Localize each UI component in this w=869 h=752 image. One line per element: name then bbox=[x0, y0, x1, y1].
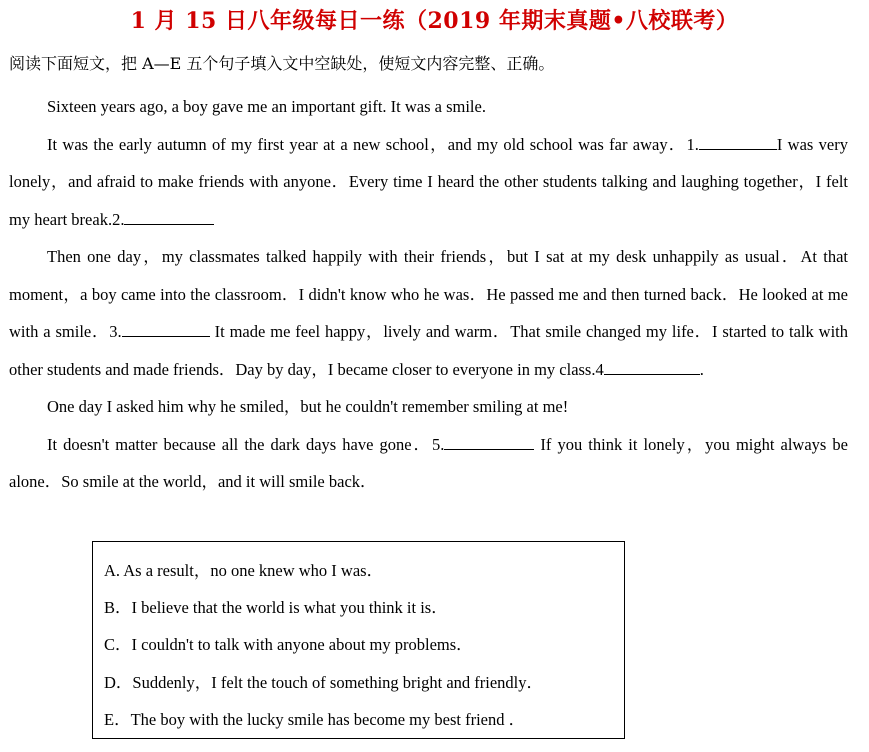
blank-1[interactable] bbox=[699, 132, 777, 150]
paragraph-5-text-a: It doesn't matter because all the dark days have gone．5. bbox=[47, 434, 445, 454]
paragraph-2-text-b: I was very lonely，and afraid to make friends with anyone．Every time I heard the other students talking and laughing together，I felt my heart break.2. bbox=[9, 134, 848, 229]
option-b: B．I believe that the world is what you think it is． bbox=[104, 598, 448, 618]
options-box bbox=[92, 541, 625, 739]
option-c: C．I couldn't to talk with anyone about my problems． bbox=[104, 635, 473, 655]
paragraph-2 bbox=[9, 126, 848, 239]
page-title: 1 月 15 日八年级每日一练（2019 年期末真题•八校联考） bbox=[130, 8, 739, 34]
passage bbox=[9, 88, 848, 501]
paragraph-4: One day I asked him why he smiled，but he couldn't remember smiling at me! bbox=[47, 397, 569, 416]
paragraph-5 bbox=[9, 426, 848, 501]
option-e: E．The boy with the lucky smile has become my best friend ． bbox=[104, 709, 526, 729]
paragraph-3-text-b: It made me feel happy，lively and warm．That smile changed my life．I started to talk with other students and made friends．Day by day，I became closer to everyone in my class.4 bbox=[9, 322, 848, 379]
paragraph-3-text-c: . bbox=[699, 359, 704, 379]
option-d: D．Suddenly，I felt the touch of something bright and friendly． bbox=[104, 672, 544, 692]
option-a: A. As a result，no one knew who I was． bbox=[104, 561, 384, 580]
paragraph-3-text-a: Then one day，my classmates talked happily with their friends，but I sat at my desk unhappily as usual．At that moment，a boy came into the classroom．I didn't know who he was．He passed me and then turned back．He looked at me with a smile．3. bbox=[9, 247, 848, 341]
paragraph-1: Sixteen years ago, a boy gave me an important gift. It was a smile. bbox=[47, 97, 486, 116]
instruction-text: 阅读下面短文，把 A—E 五个句子填入文中空缺处，使短文内容完整、正确。 bbox=[9, 54, 555, 73]
blank-5[interactable] bbox=[444, 432, 534, 450]
blank-3[interactable] bbox=[122, 319, 210, 337]
paragraph-5-text-b: If you think it lonely，you might always be alone．So smile at the world，and it will smile back． bbox=[9, 434, 848, 491]
paragraph-2-text-a: It was the early autumn of my first year at a new school，and my old school was far away．1. bbox=[47, 134, 699, 154]
paragraph-3 bbox=[9, 238, 848, 388]
blank-4[interactable] bbox=[604, 357, 700, 375]
blank-2[interactable] bbox=[124, 207, 214, 225]
